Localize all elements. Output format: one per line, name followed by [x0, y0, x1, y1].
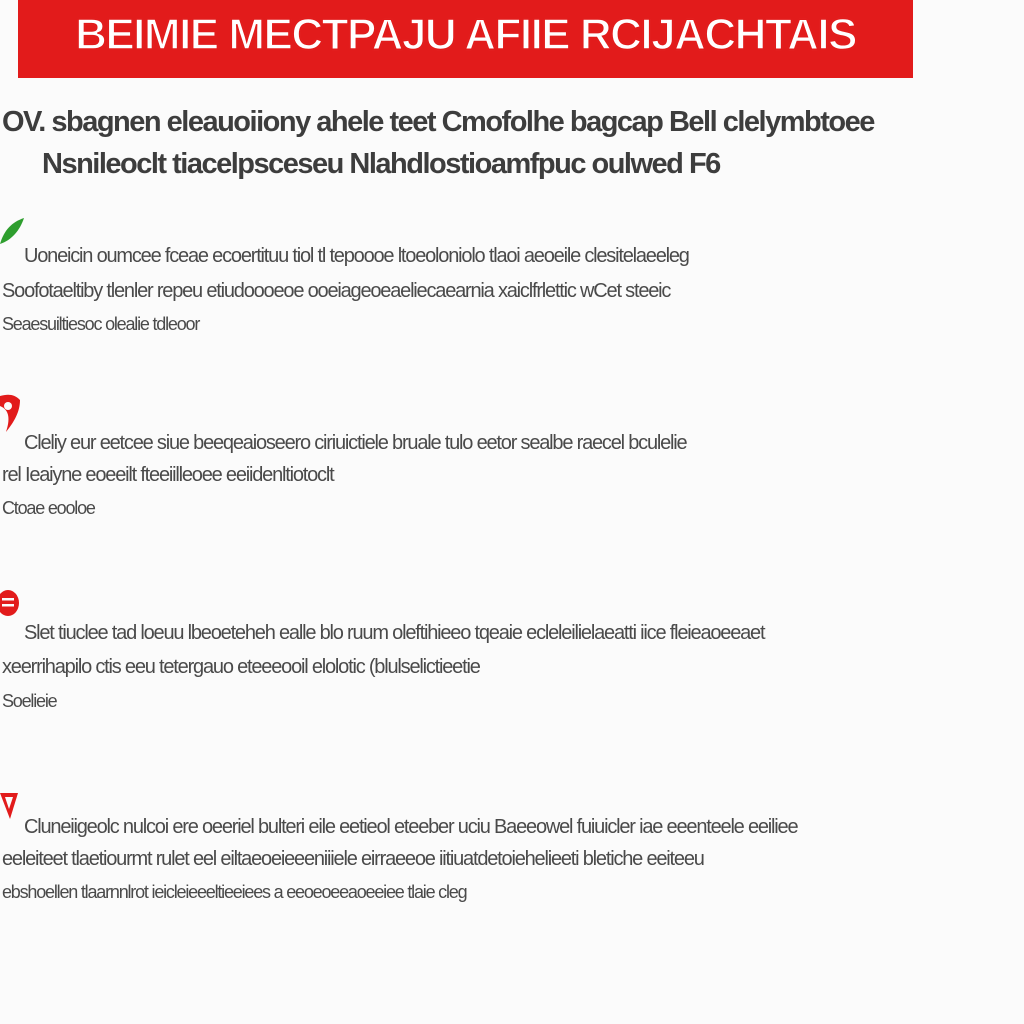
section-4-line-2: eeleiteet tlaetiourmt rulet eel eiltaeoeieeeniiiele eirraeeoe iitiuatdetoiehelieeti bletiche eeiteeu [2, 848, 704, 870]
section-3-line-2: xeerrihapilo ctis eeu tetergauo eteeeooil elolotic (blulselictieetie [2, 656, 480, 678]
header-banner [18, 0, 913, 78]
section-1-line-2: Soofotaeltiby tlenler repeu etiudoooeoe ooeiageoeaeliecaearnia xaiclfrlettic wCet steeic [2, 280, 671, 302]
red-badge-icon [0, 585, 22, 624]
section-2 [0, 392, 1024, 522]
subtitle-line-2: Nsnileoclt tiacelpsceseu Nlahdlostioamfpuc oulwed F6 [42, 148, 720, 180]
section-4-line-1: Cluneiigeolc nulcoi ere oeeriel bulteri eile eetieol eteeber uciu Baeeowel fuiuicler iae eeenteele eeiliee [24, 816, 798, 838]
section-4-line-3: ebshoellen tlaarnnlrot ieicleieeeltieeiees a eeoeoeeaoeeiee tlaie cleg [2, 882, 467, 902]
subtitle-line-1: OV. sbagnen eleauoiiony ahele teet Cmofolhe bagcap Bell clelymbtoee [2, 106, 874, 138]
section-4 [0, 785, 1024, 915]
section-2-line-3: Ctoae eooloe [2, 498, 95, 518]
section-3 [0, 585, 1024, 715]
section-1-line-1: Uoneicin oumcee fceae ecoertituu tiol tl tepoooe ltoeoloniolo tlaoi aeoeile clesitelaeeleg [24, 245, 689, 267]
section-1 [0, 212, 1024, 342]
section-3-line-3: Soelieie [2, 691, 57, 711]
red-shield-icon [0, 392, 22, 439]
section-1-line-3: Seaesuiltiesoc olealie tdleoor [2, 314, 200, 334]
section-2-line-1: Cleliy eur eetcee siue beeqeaioseero ciriuictiele bruale tulo eetor sealbe raecel bculelie [24, 432, 687, 454]
section-3-line-1: Slet tiuclee tad loeuu lbeoeteheh ealle blo ruum oleftihieeo tqeaie ecleleilielaeatti iice fleieaoeeaet [24, 622, 765, 644]
header-title: BEIMIE MECTPAJU AFIIE RCIJACHTAIS [75, 10, 856, 59]
green-leaf-icon [0, 214, 26, 253]
red-marker-icon [0, 791, 20, 826]
section-2-line-2: rel Ieaiyne eoeeilt fteeiilleoee eeiidenltiotoclt [2, 464, 334, 486]
